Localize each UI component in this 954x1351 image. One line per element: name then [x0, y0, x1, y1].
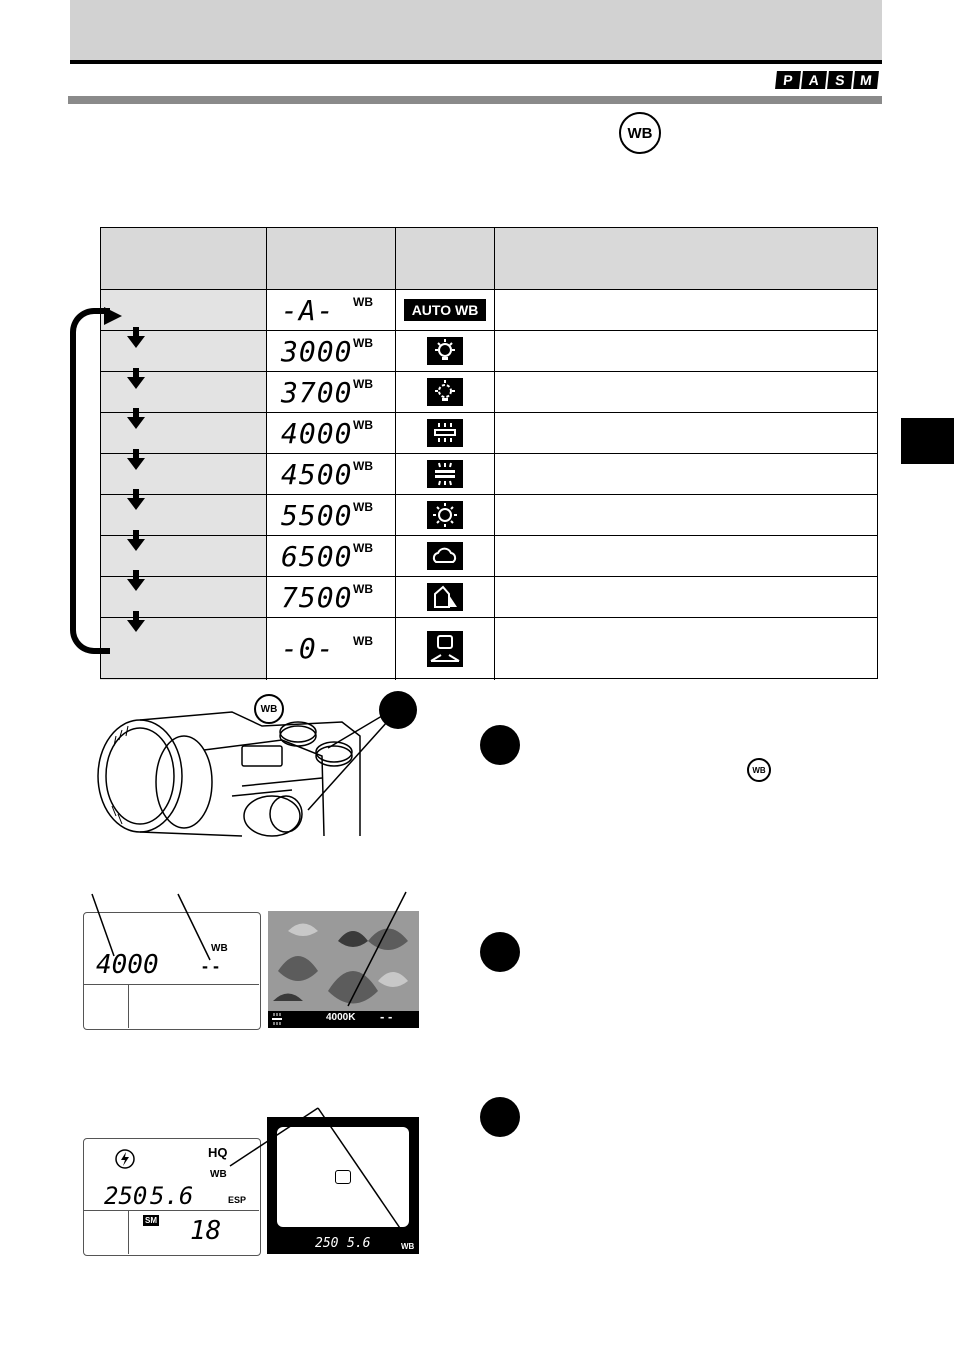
table-row [100, 290, 878, 331]
fluorescent-2-icon [427, 460, 463, 488]
wb-label: WB [353, 634, 373, 648]
wb-label: WB [353, 582, 373, 596]
step-1-marker [480, 725, 520, 765]
down-arrow-icon [127, 377, 145, 389]
table-row [100, 454, 878, 495]
section-rule [68, 96, 882, 104]
step-3-marker [480, 1097, 520, 1137]
white-balance-table [100, 227, 878, 680]
down-arrow-icon [127, 458, 145, 470]
fluorescent-icon [427, 419, 463, 447]
down-arrow-icon [127, 539, 145, 551]
segment-display: 4500 [281, 458, 353, 491]
table-row [100, 495, 878, 536]
step-2-marker [480, 932, 520, 972]
tungsten-bulb-icon [427, 337, 463, 365]
segment-display: 5500 [281, 499, 353, 532]
callout-lines [80, 890, 420, 1020]
header-rule [70, 60, 882, 64]
mode-badge-a: A [801, 71, 827, 89]
quality-label: HQ [208, 1145, 228, 1160]
down-arrow-icon [127, 417, 145, 429]
auto-wb-icon: AUTO WB [404, 299, 486, 321]
segment-display: 6500 [281, 540, 353, 573]
tungsten-bulb-dim-icon [427, 378, 463, 406]
segment-display: 3000 [281, 335, 353, 368]
cloud-icon [427, 542, 463, 570]
cycle-loop-arrow [70, 308, 110, 654]
lcd-wb-value: 4000 [96, 950, 159, 980]
mode-badge-p: P [775, 71, 801, 89]
mode-badge-s: S [827, 71, 853, 89]
wb-label: WB [353, 541, 373, 555]
segment-display: -0- [281, 632, 335, 665]
aperture-value: 5.6 [150, 1182, 194, 1210]
table-row [100, 331, 878, 372]
viewfinder-aperture: 5.6 [347, 1236, 371, 1251]
wb-label: WB [353, 377, 373, 391]
callout-lines [226, 1104, 416, 1250]
lcd-wb-label: WB [210, 1169, 227, 1180]
table-row [100, 577, 878, 618]
segment-display: 3700 [281, 376, 353, 409]
wb-label: WB [353, 500, 373, 514]
wb-button-icon: WB [747, 758, 771, 782]
frame-counter: 18 [190, 1216, 222, 1246]
exposure-mode-badges [776, 71, 878, 89]
viewfinder-dashes: - - [380, 1009, 393, 1024]
segment-display: 7500 [281, 581, 353, 614]
wb-label: WB [353, 336, 373, 350]
table-row [100, 536, 878, 577]
wb-label: WB [353, 418, 373, 432]
down-arrow-icon [127, 579, 145, 591]
chapter-tab [901, 418, 954, 464]
mode-badge-m: M [853, 71, 879, 89]
one-touch-wb-icon [427, 631, 463, 667]
header-band [70, 0, 882, 60]
table-row [100, 413, 878, 454]
lcd-wb-label: WB [211, 943, 228, 954]
segment-display: -A- [281, 294, 335, 327]
metering-label: ESP [228, 1195, 247, 1205]
table-row [100, 618, 878, 681]
shutter-speed: 250 [104, 1182, 148, 1210]
wb-label: WB [353, 459, 373, 473]
table-header-row [100, 227, 878, 290]
lcd-dashes: - - [202, 956, 219, 976]
cycle-arrow-head [104, 307, 122, 325]
down-arrow-icon [127, 498, 145, 510]
segment-display: 4000 [281, 417, 353, 450]
viewfinder-wb-value: 4000K [326, 1012, 356, 1023]
flash-icon [114, 1148, 136, 1170]
wb-button-icon: WB [619, 112, 661, 154]
down-arrow-icon [127, 620, 145, 632]
viewfinder-shutter: 250 [315, 1236, 339, 1251]
table-row [100, 372, 878, 413]
shade-icon [427, 583, 463, 611]
wb-label: WB [353, 295, 373, 309]
wb-button-icon: WB [254, 694, 284, 724]
down-arrow-icon [127, 336, 145, 348]
viewfinder-wb-label: WB [401, 1242, 415, 1251]
sun-icon [427, 501, 463, 529]
smart-media-badge: SM [145, 1216, 157, 1225]
